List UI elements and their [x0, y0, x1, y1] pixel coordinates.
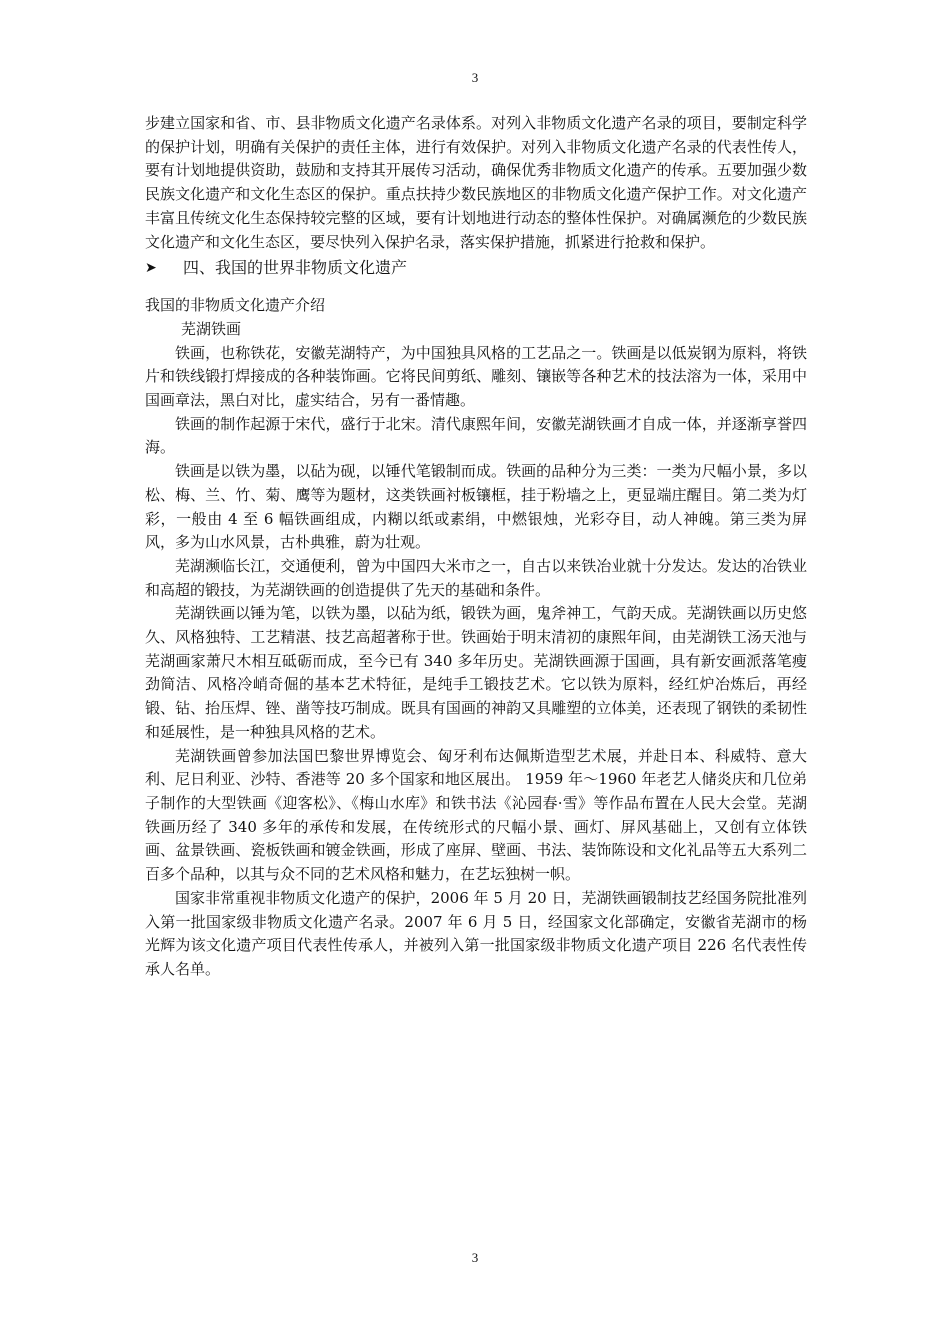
section-heading	[145, 256, 807, 280]
item-title: 芜湖铁画	[181, 319, 242, 338]
page-number-top: 3	[471, 70, 479, 85]
paragraph: 铁画是以铁为墨，以砧为砚，以锤代笔锻制而成。铁画的品种分为三类：一类为尺幅小景，多以松、梅、兰、竹、菊、鹰等为题材，这类铁画衬板镶框，挂于粉墙之上，更显端庄醒目。第二类为灯彩，一般由 4 至 6 幅铁画组成，内糊以纸或素绢，中燃银烛，光彩夺目，动人神魄。第三类为屏风，多为山水风景，古朴典雅，蔚为壮观。	[145, 462, 807, 552]
paragraph: 芜湖铁画以锤为笔，以铁为墨，以砧为纸，锻铁为画，鬼斧神工，气韵天成。芜湖铁画以历史悠久、风格独特、工艺精湛、技艺高超著称于世。铁画始于明末清初的康熙年间，由芜湖铁工汤天池与芜湖画家萧尺木相互砥砺而成，至今已有 340 多年历史。芜湖铁画源于国画，具有新安画派落笔瘦劲简洁、风格冷峭奇倔的基本艺术特征，是纯手工锻技艺术。它以铁为原料，经红炉冶炼后，再经锻、钻、抬压焊、锉、凿等技巧制成。既具有国画的神韵又具雕塑的立体美，还表现了钢铁的柔韧性和延展性，是一种独具风格的艺术。	[145, 604, 807, 741]
paragraph: 芜湖濒临长江，交通便利，曾为中国四大米市之一，自古以来铁冶业就十分发达。发达的冶铁业和高超的锻技，为芜湖铁画的创造提供了先天的基础和条件。	[145, 556, 807, 599]
page-number-bottom: 3	[471, 1250, 479, 1265]
paragraph: 芜湖铁画曾参加法国巴黎世界博览会、匈牙利布达佩斯造型艺术展，并赴日本、科威特、意大利、尼日利亚、沙特、香港等 20 多个国家和地区展出。 1959 年～1960 年老艺人储炎庆和几位弟子制作的大型铁画《迎客松》、《梅山水库》和铁书法《沁园春·雪》等作品布置在人民大会堂。芜湖铁画历经了 340 多年的承传和发展，在传统形式的尺幅小景、画灯、屏风基础上，又创有立体铁画、盆景铁画、瓷板铁画和镀金铁画，形成了座屏、壁画、书法、装饰陈设和文化礼品等五大系列二百多个品种，以其与众不同的艺术风格和魅力，在艺坛独树一帜。	[145, 746, 807, 884]
subheading: 我国的非物质文化遗产介绍	[145, 296, 326, 315]
arrow-bullet-icon: ➤	[145, 260, 157, 277]
document-body	[145, 112, 807, 982]
intro-paragraph: 步建立国家和省、市、县非物质文化遗产名录体系。对列入非物质文化遗产名录的项目，要制定科学的保护计划，明确有关保护的责任主体，进行有效保护。对列入非物质文化遗产名录的代表性传人，要有计划地提供资助，鼓励和支持其开展传习活动，确保优秀非物质文化遗产的传承。五要加强少数民族文化遗产和文化生态区的保护。重点扶持少数民族地区的非物质文化遗产保护工作。对文化遗产丰富且传统文化生态保持较完整的区域，要有计划地进行动态的整体性保护。对确属濒危的少数民族文化遗产和文化生态区，要尽快列入保护名录，落实保护措施，抓紧进行抢救和保护。	[145, 114, 807, 251]
section-heading-text: 四、我国的世界非物质文化遗产	[183, 258, 408, 278]
paragraph: 铁画，也称铁花，安徽芜湖特产，为中国独具风格的工艺品之一。铁画是以低炭钢为原料，将铁片和铁线锻打焊接成的各种装饰画。它将民间剪纸、雕刻、镶嵌等各种艺术的技法溶为一体，采用中国画章法，黑白对比，虚实结合，另有一番情趣。	[145, 343, 807, 410]
paragraph: 国家非常重视非物质文化遗产的保护，2006 年 5 月 20 日，芜湖铁画锻制技艺经国务院批准列入第一批国家级非物质文化遗产名录。2007 年 6 月 5 日，经国家文化部确定，安徽省芜湖市的杨光辉为该文化遗产项目代表性传承人，并被列入第一批国家级非物质文化遗产项目 226 名代表性传承人名单。	[145, 888, 807, 978]
paragraph: 铁画的制作起源于宋代，盛行于北宋。清代康熙年间，安徽芜湖铁画才自成一体，并逐渐享誉四海。	[145, 414, 807, 457]
